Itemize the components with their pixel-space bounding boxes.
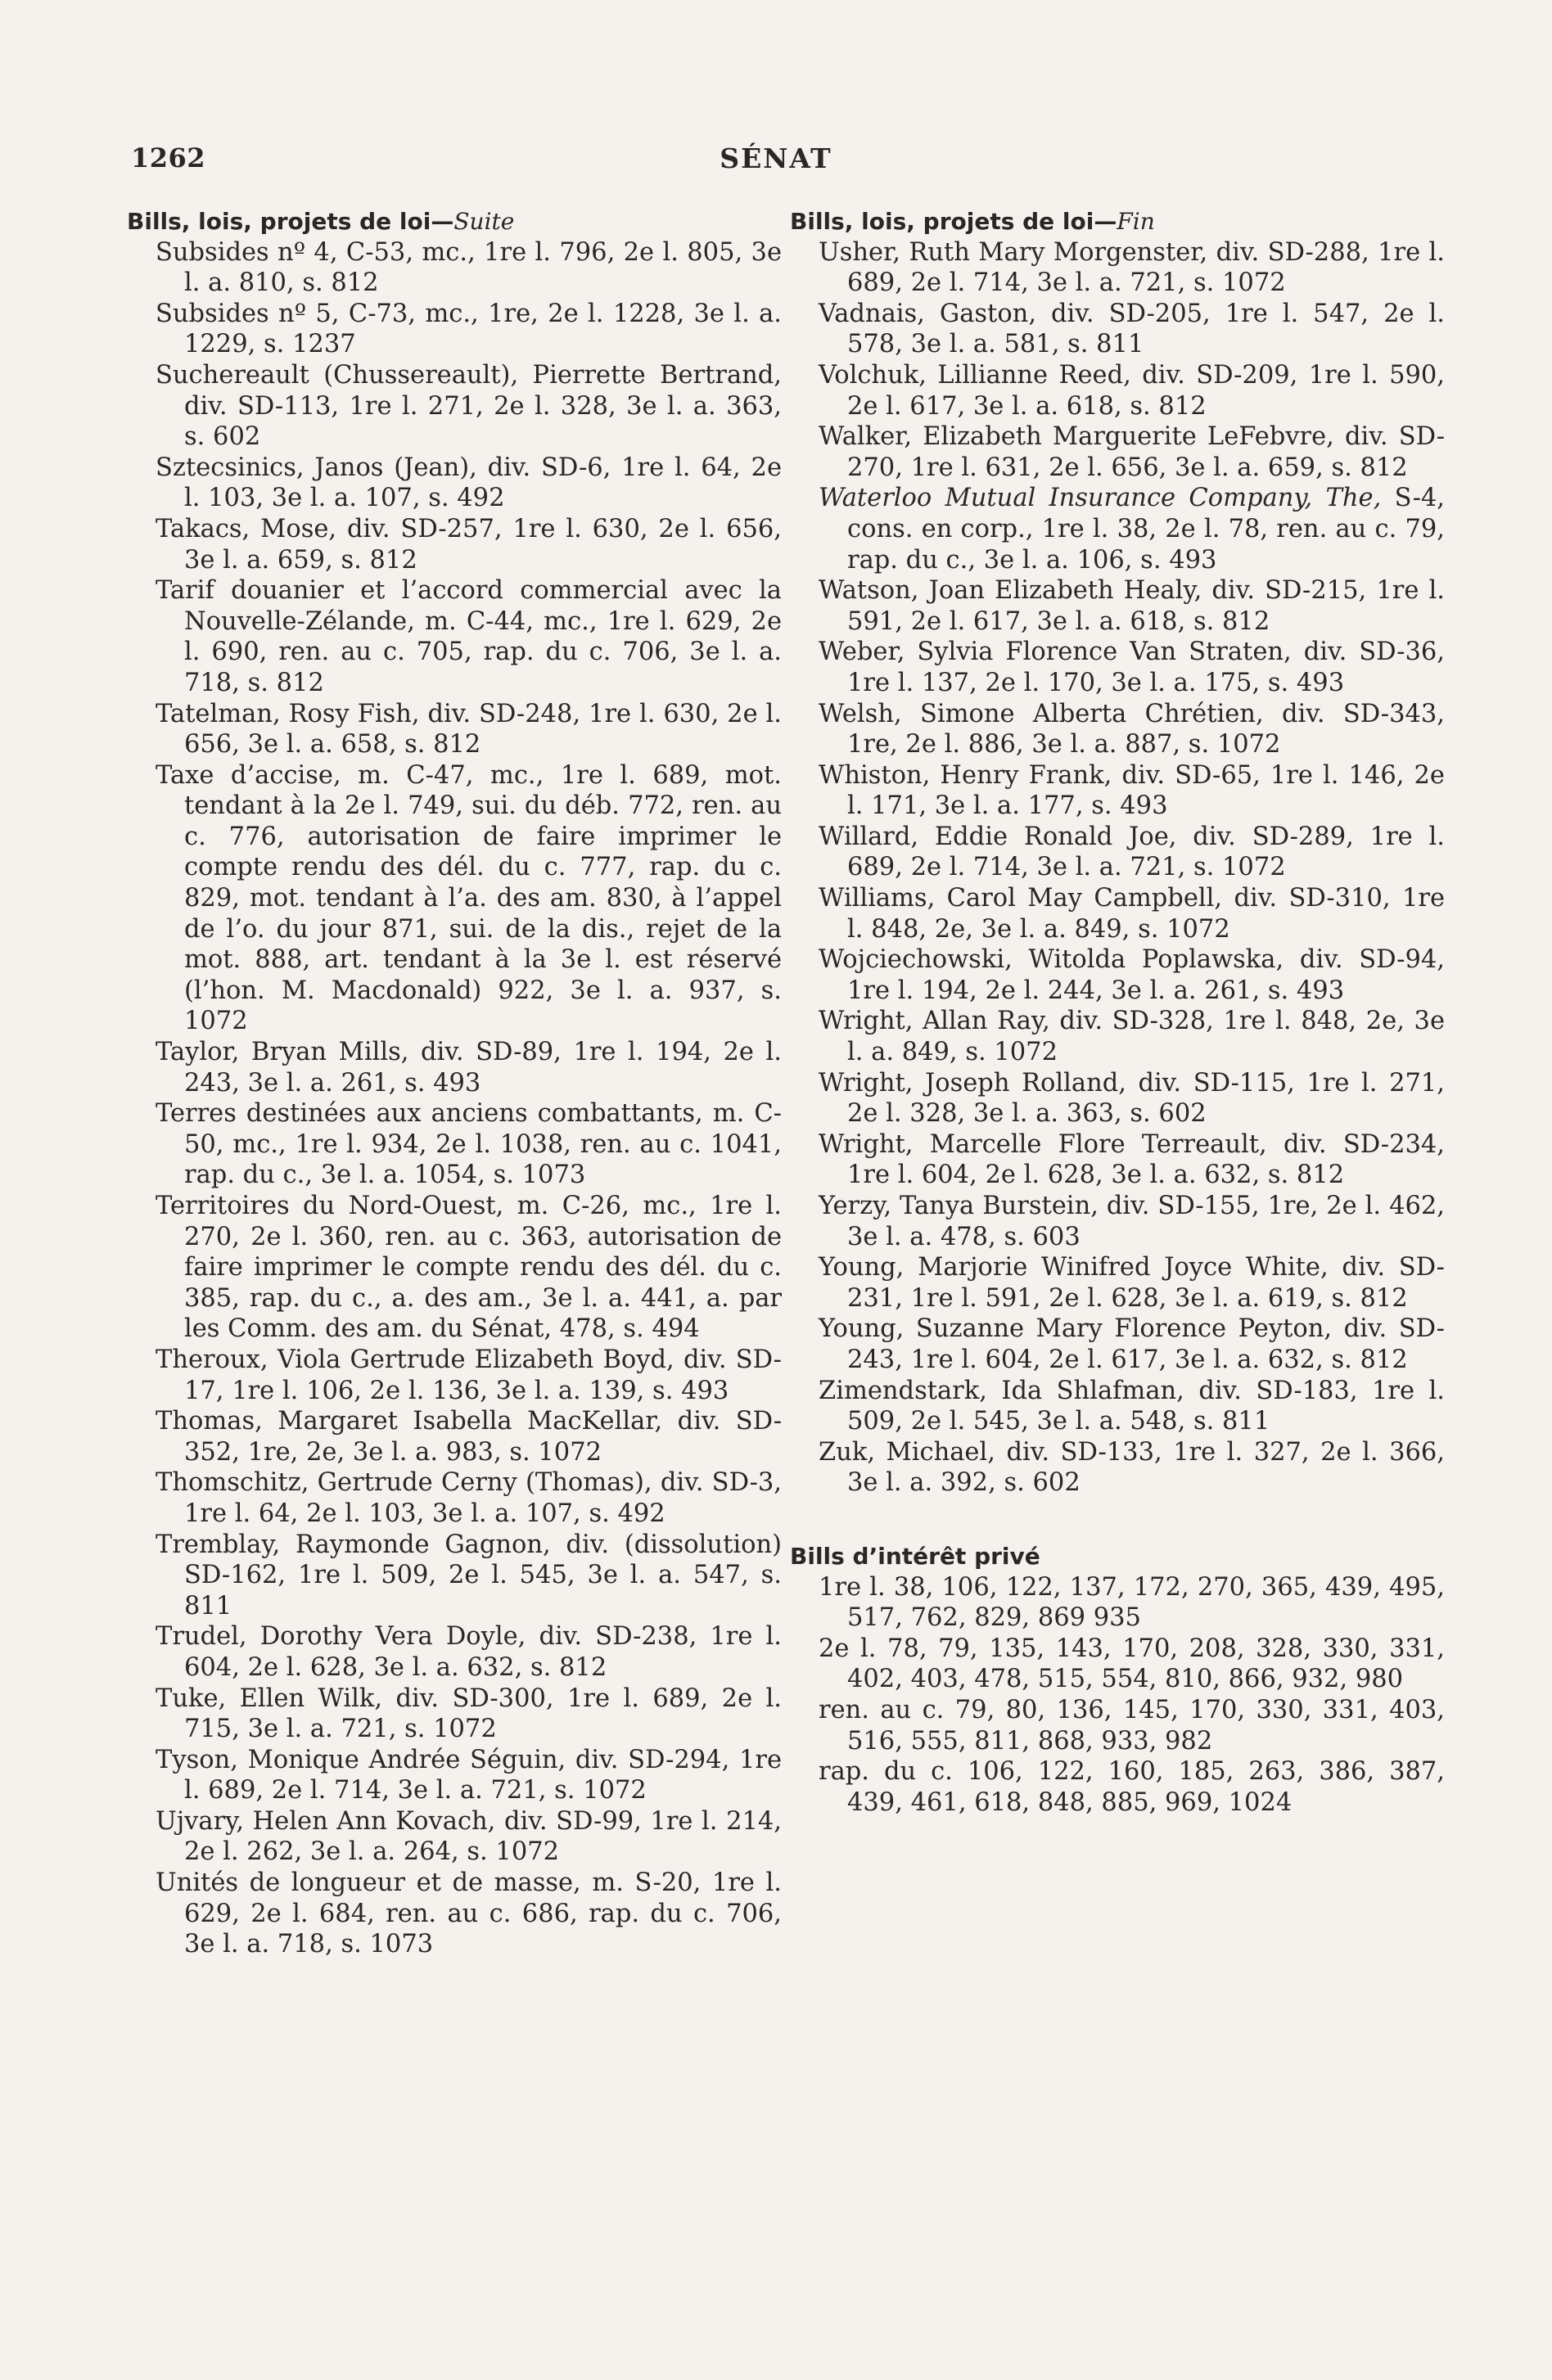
section-heading (127, 206, 782, 237)
index-entry: Wright, Allan Ray, div. SD-328, 1re l. 848, 2e, 3e l. a. 849, s. 1072 (819, 1007, 1445, 1067)
page-title: SÉNAT (720, 142, 832, 174)
entry-list (819, 237, 1445, 484)
index-entry: Volchuk, Lillianne Reed, div. SD-209, 1re l. 590, 2e l. 617, 3e l. a. 618, s. 812 (819, 360, 1445, 421)
index-entry: Wright, Marcelle Flore Terreault, div. SD-234, 1re l. 604, 2e l. 628, 3e l. a. 632, s. 812 (819, 1129, 1445, 1190)
index-entry: Yerzy, Tanya Burstein, div. SD-155, 1re, 2e l. 462, 3e l. a. 478, s. 603 (819, 1192, 1445, 1251)
index-entry: Young, Marjorie Winifred Joyce White, div. SD-231, 1re l. 591, 2e l. 628, 3e l. a. 619, s. 812 (819, 1253, 1445, 1313)
section-heading-private-bills: Bills d’intérêt privé (790, 1542, 1040, 1570)
heading-suffix: Fin (1117, 208, 1155, 235)
index-entry: Territoires du Nord-Ouest, m. C-26, mc., 1re l. 270, 2e l. 360, ren. au c. 363, autorisation de faire imprimer le compte rendu des dél. du c. 385, rap. du c., a. des am., 3e l. a. 441, a. par les Comm. des am. du Sénat, 478, s. 494 (156, 1192, 782, 1344)
index-entry: Zuk, Michael, div. SD-133, 1re l. 327, 2e l. 366, 3e l. a. 392, s. 602 (819, 1437, 1445, 1498)
index-entry: Welsh, Simone Alberta Chrétien, div. SD-343, 1re, 2e l. 886, 3e l. a. 887, s. 1072 (819, 699, 1445, 760)
index-entry: Tyson, Monique Andrée Séguin, div. SD-294, 1re l. 689, 2e l. 714, 3e l. a. 721, s. 1072 (156, 1745, 782, 1805)
entry-italic-name: Waterloo Mutual Insurance Company, The, (819, 484, 1382, 513)
index-entry: Suchereault (Chussereault), Pierrette Bertrand, div. SD-113, 1re l. 271, 2e l. 328, 3e l. a. 363, s. 602 (156, 360, 782, 452)
index-entry: Thomschitz, Gertrude Cerny (Thomas), div. SD-3, 1re l. 64, 2e l. 103, 3e l. a. 107, s. 492 (156, 1468, 782, 1528)
index-entry: Taylor, Bryan Mills, div. SD-89, 1re l. 194, 2e l. 243, 3e l. a. 261, s. 493 (156, 1038, 782, 1098)
index-entry: Trudel, Dorothy Vera Doyle, div. SD-238, 1re l. 604, 2e l. 628, 3e l. a. 632, s. 812 (156, 1622, 782, 1682)
index-entry (819, 483, 1445, 575)
index-entry: Terres destinées aux anciens combattants, m. C-50, mc., 1re l. 934, 2e l. 1038, ren. au c. 1041, rap. du c., 3e l. a. 1054, s. 1073 (156, 1099, 782, 1190)
index-entry: Young, Suzanne Mary Florence Peyton, div. SD-243, 1re l. 604, 2e l. 617, 3e l. a. 632, s. 812 (819, 1314, 1445, 1374)
index-entry: Walker, Elizabeth Marguerite LeFebvre, div. SD-270, 1re l. 631, 2e l. 656, 3e l. a. 659, s. 812 (819, 422, 1445, 482)
index-entry: Vadnais, Gaston, div. SD-205, 1re l. 547, 2e l. 578, 3e l. a. 581, s. 811 (819, 299, 1445, 359)
index-entry: Ujvary, Helen Ann Kovach, div. SD-99, 1re l. 214, 2e l. 262, 3e l. a. 264, s. 1072 (156, 1806, 782, 1867)
index-entry: Weber, Sylvia Florence Van Straten, div. SD-36, 1re l. 137, 2e l. 170, 3e l. a. 175, s. 493 (819, 638, 1445, 697)
index-entry: Theroux, Viola Gertrude Elizabeth Boyd, div. SD-17, 1re l. 106, 2e l. 136, 3e l. a. 139, s. 493 (156, 1345, 782, 1405)
entry-text: S-4, cons. en corp., 1re l. 38, 2e l. 78, ren. au c. 79, rap. du c., 3e l. a. 106, s. 493 (847, 484, 1445, 575)
heading-main: Bills, lois, projets de loi— (790, 208, 1117, 235)
index-entry: Watson, Joan Elizabeth Healy, div. SD-215, 1re l. 591, 2e l. 617, 3e l. a. 618, s. 812 (819, 576, 1445, 636)
index-entry: Zimendstark, Ida Shlafman, div. SD-183, 1re l. 509, 2e l. 545, 3e l. a. 548, s. 811 (819, 1376, 1445, 1436)
index-entry: Tatelman, Rosy Fish, div. SD-248, 1re l. 630, 2e l. 656, 3e l. a. 658, s. 812 (156, 699, 782, 760)
right-column (790, 206, 1445, 1818)
index-entry: Willard, Eddie Ronald Joe, div. SD-289, 1re l. 689, 2e l. 714, 3e l. a. 721, s. 1072 (819, 822, 1445, 882)
index-entry: Takacs, Mose, div. SD-257, 1re l. 630, 2e l. 656, 3e l. a. 659, s. 812 (156, 514, 782, 575)
index-entry: Wright, Joseph Rolland, div. SD-115, 1re l. 271, 2e l. 328, 3e l. a. 363, s. 602 (819, 1068, 1445, 1129)
index-entry: Tarif douanier et l’accord commercial avec la Nouvelle-Zélande, m. C-44, mc., 1re l. 629, 2e l. 690, ren. au c. 705, rap. du c. 706, 3e l. a. 718, s. 812 (156, 576, 782, 697)
page-number: 1262 (131, 142, 206, 174)
index-entry: rap. du c. 106, 122, 160, 185, 263, 386, 387, 439, 461, 618, 848, 885, 969, 1024 (819, 1757, 1445, 1817)
index-entry: 1re l. 38, 106, 122, 137, 172, 270, 365, 439, 495, 517, 762, 829, 869 935 (819, 1572, 1445, 1633)
index-entry: Wojciechowski, Witolda Poplawska, div. SD-94, 1re l. 194, 2e l. 244, 3e l. a. 261, s. 493 (819, 945, 1445, 1005)
left-column (127, 206, 782, 1960)
entry-list (156, 237, 782, 1960)
index-entry: Unités de longueur et de masse, m. S-20, 1re l. 629, 2e l. 684, ren. au c. 686, rap. du c. 706, 3e l. a. 718, s. 1073 (156, 1868, 782, 1959)
index-entry: Tuke, Ellen Wilk, div. SD-300, 1re l. 689, 2e l. 715, 3e l. a. 721, s. 1072 (156, 1684, 782, 1744)
index-entry: Whiston, Henry Frank, div. SD-65, 1re l. 146, 2e l. 171, 3e l. a. 177, s. 493 (819, 760, 1445, 821)
index-entry: Williams, Carol May Campbell, div. SD-310, 1re l. 848, 2e, 3e l. a. 849, s. 1072 (819, 884, 1445, 944)
index-entry: Usher, Ruth Mary Morgenster, div. SD-288, 1re l. 689, 2e l. 714, 3e l. a. 721, s. 1072 (819, 237, 1445, 298)
index-entry: Subsides nº 4, C-53, mc., 1re l. 796, 2e l. 805, 3e l. a. 810, s. 812 (156, 237, 782, 298)
entry-list (819, 575, 1445, 1499)
index-entry: Sztecsinics, Janos (Jean), div. SD-6, 1re l. 64, 2e l. 103, 3e l. a. 107, s. 492 (156, 453, 782, 513)
index-entry: Thomas, Margaret Isabella MacKellar, div. SD-352, 1re, 2e, 3e l. a. 983, s. 1072 (156, 1407, 782, 1467)
index-entry: ren. au c. 79, 80, 136, 145, 170, 330, 331, 403, 516, 555, 811, 868, 933, 982 (819, 1695, 1445, 1756)
index-entry: Tremblay, Raymonde Gagnon, div. (dissolution) SD-162, 1re l. 509, 2e l. 545, 3e l. a. 547, s. 811 (156, 1530, 782, 1620)
entry-list (819, 1572, 1445, 1819)
index-entry: Taxe d’accise, m. C-47, mc., 1re l. 689, mot. tendant à la 2e l. 749, sui. du déb. 772, ren. au c. 776, autorisation de faire imprimer le compte rendu des dél. du c. 777, rap. du c. 829, mot. tendant à l’a. des am. 830, à l’appel de l’o. du jour 871, sui. de la dis., rejet de la mot. 888, art. tendant à la 3e l. est réservé (l’hon. M. Macdonald) 922, 3e l. a. 937, s. 1072 (156, 760, 782, 1036)
section-heading (790, 206, 1445, 237)
heading-main: Bills, lois, projets de loi— (127, 208, 454, 235)
index-entry: 2e l. 78, 79, 135, 143, 170, 208, 328, 330, 331, 402, 403, 478, 515, 554, 810, 866, 932, 980 (819, 1634, 1445, 1694)
index-entry: Subsides nº 5, C-73, mc., 1re, 2e l. 1228, 3e l. a. 1229, s. 1237 (156, 299, 782, 359)
heading-suffix: Suite (453, 208, 515, 235)
